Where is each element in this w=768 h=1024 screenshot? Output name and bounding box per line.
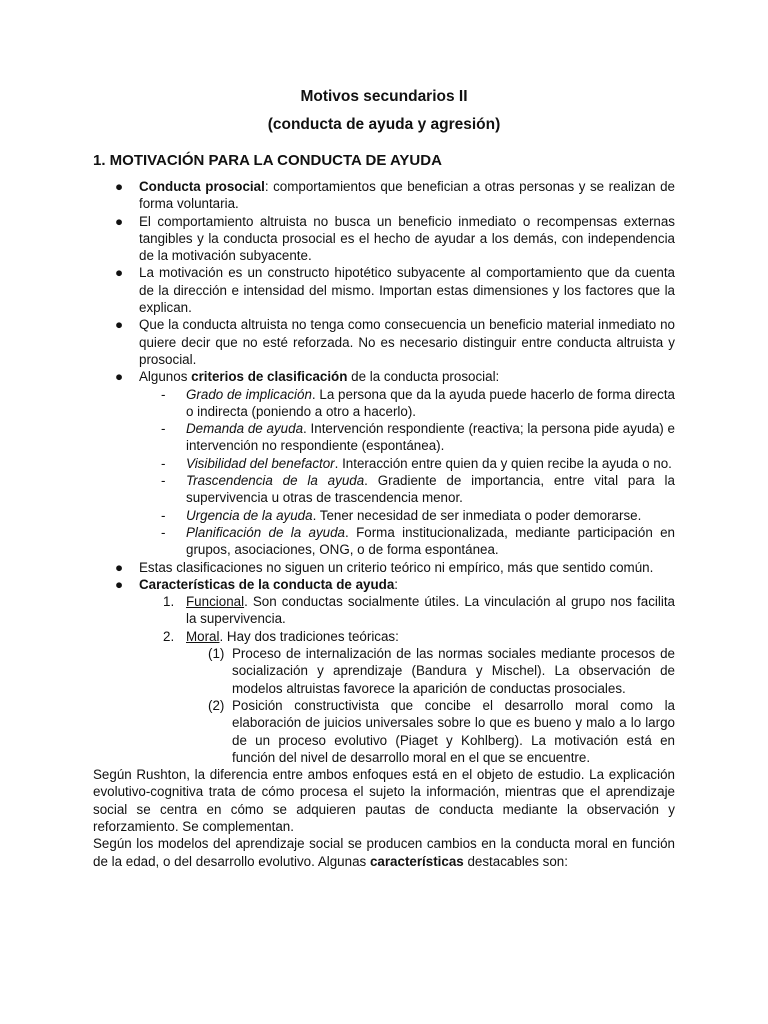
dash-marker: - [161, 507, 166, 523]
bullet-item [93, 178, 675, 213]
bullet-text: Algunos [139, 369, 192, 385]
bullet-text: Que la conducta altruista no tenga como consecuencia un beneficio material inmediato no quiere decir que no esté reforzada. No es necesario distinguir entre conducta altruista y prosocial. [139, 317, 675, 367]
document-title: Motivos secundarios II [300, 88, 468, 105]
bullet-marker: ● [115, 179, 124, 194]
criteria-term: Planificación de la ayuda [186, 524, 346, 540]
criteria-item [93, 472, 675, 507]
bullet-marker: ● [115, 213, 124, 229]
bullet-term: Características de la conducta de ayuda [139, 576, 395, 592]
document-subtitle: (conducta de ayuda y agresión) [267, 116, 501, 133]
characteristic-text: . Son conductas socialmente útiles. La vinculación al grupo nos facilita la supervivencia. [186, 594, 675, 627]
criteria-term: Grado de implicación [186, 386, 312, 402]
criteria-term: Demanda de ayuda [186, 421, 304, 437]
bullet-marker: ● [115, 317, 124, 333]
sub-number-marker: (2) [208, 697, 225, 713]
criteria-text: . Intervención respondiente (reactiva; la persona pide ayuda) e intervención no respondiente (espontánea). [186, 421, 675, 454]
tradition-text: Proceso de internalización de las normas sociales mediante procesos de socialización y aprendizaje (Bandura y Mischel). La observación de modelos altruistas favorece la aparición de conductas prosociales. [232, 646, 675, 696]
bullet-text: El comportamiento altruista no busca un beneficio inmediato o recompensas externas tangibles y la conducta prosocial es el hecho de ayudar a los demás, con independencia de la motivación subyacente. [139, 213, 675, 264]
paragraph-text: Según los modelos del aprendizaje social se producen cambios en la conducta moral en función de la edad, o del desarrollo evolutivo. Algunas [93, 836, 675, 869]
characteristic-term: Funcional [186, 594, 245, 610]
bullet-text: Estas clasificaciones no siguen un criterio teórico ni empírico, más que sentido común. [139, 559, 654, 575]
paragraph-term: características [369, 853, 464, 869]
bullet-item [93, 559, 675, 576]
criteria-item [93, 524, 675, 559]
document-body [93, 178, 675, 870]
characteristic-term: Moral [186, 628, 220, 644]
criteria-text: . Interacción entre quien da y quien recibe la ayuda o no. [334, 455, 672, 471]
paragraph: Según Rushton, la diferencia entre ambos enfoques está en el objeto de estudio. La explicación evolutivo-cognitiva trata de cómo procesa el sujeto la información, mientras que el aprendizaje social se centra en cómo se adquieren pautas de conducta mediante la observación y reforzamiento. Se complementan. [93, 767, 675, 834]
characteristic-text: . Hay dos tradiciones teóricas: [219, 628, 399, 644]
bullet-text: : comportamientos que benefician a otras personas y se realizan de forma voluntaria. [139, 179, 676, 212]
number-marker: 2. [163, 628, 175, 644]
criteria-term: Urgencia de la ayuda [186, 507, 313, 523]
bullet-item [93, 213, 675, 265]
criteria-text: . La persona que da la ayuda puede hacerlo de forma directa o indirecta (poniendo a otro a hacerlo). [186, 386, 675, 419]
bullet-term: criterios de clasificación [191, 369, 348, 385]
paragraph [93, 835, 675, 870]
criteria-text: . Gradiente de importancia, entre vital para la supervivencia u otras de trascendencia menor. [186, 473, 675, 506]
criteria-term: Visibilidad del benefactor [186, 455, 335, 471]
tradition-text: Posición constructivista que concibe el desarrollo moral como la elaboración de juicios universales sobre lo que es bueno y malo a lo largo de un proceso evolutivo (Piaget y Kohlberg). La motivación está en función del nivel de desarrollo moral en el que se encuentre. [232, 697, 675, 765]
dash-marker: - [161, 455, 166, 471]
sub-number-marker: (1) [208, 646, 225, 662]
bullet-text: La motivación es un constructo hipotético subyacente al comportamiento que da cuenta de la dirección e intensidad del mismo. Importan estas dimensiones y los factores que la explican. [139, 265, 675, 316]
bullet-item [93, 368, 675, 385]
section-heading: 1. MOTIVACIÓN PARA LA CONDUCTA DE AYUDA [93, 152, 442, 169]
criteria-text: . Forma institucionalizada, mediante participación en grupos, asociaciones, ONG, o de forma espontánea. [186, 524, 675, 558]
number-marker: 1. [163, 594, 175, 610]
bullet-text: de la conducta prosocial: [347, 369, 500, 385]
bullet-text: : [394, 576, 399, 592]
dash-marker: - [161, 421, 166, 437]
bullet-marker: ● [115, 265, 124, 281]
criteria-item [93, 420, 675, 455]
dash-marker: - [161, 473, 166, 489]
dash-marker: - [161, 386, 166, 402]
paragraph-text: destacables son: [463, 853, 568, 869]
criteria-item [93, 455, 675, 472]
bullet-item [93, 316, 675, 368]
tradition-item [93, 645, 675, 697]
dash-marker: - [161, 524, 166, 540]
numbered-item [93, 628, 675, 645]
bullet-marker: ● [115, 576, 124, 592]
tradition-item [93, 697, 675, 766]
criteria-term: Trascendencia de la ayuda [186, 473, 365, 489]
bullet-item [93, 576, 675, 593]
criteria-item [93, 386, 675, 421]
criteria-text: . Tener necesidad de ser inmediata o poder demorarse. [312, 507, 642, 523]
bullet-item [93, 264, 675, 316]
bullet-term: Conducta prosocial [139, 179, 265, 194]
numbered-item [93, 593, 675, 628]
criteria-item [93, 507, 675, 524]
bullet-marker: ● [115, 369, 124, 385]
bullet-marker: ● [115, 559, 124, 575]
